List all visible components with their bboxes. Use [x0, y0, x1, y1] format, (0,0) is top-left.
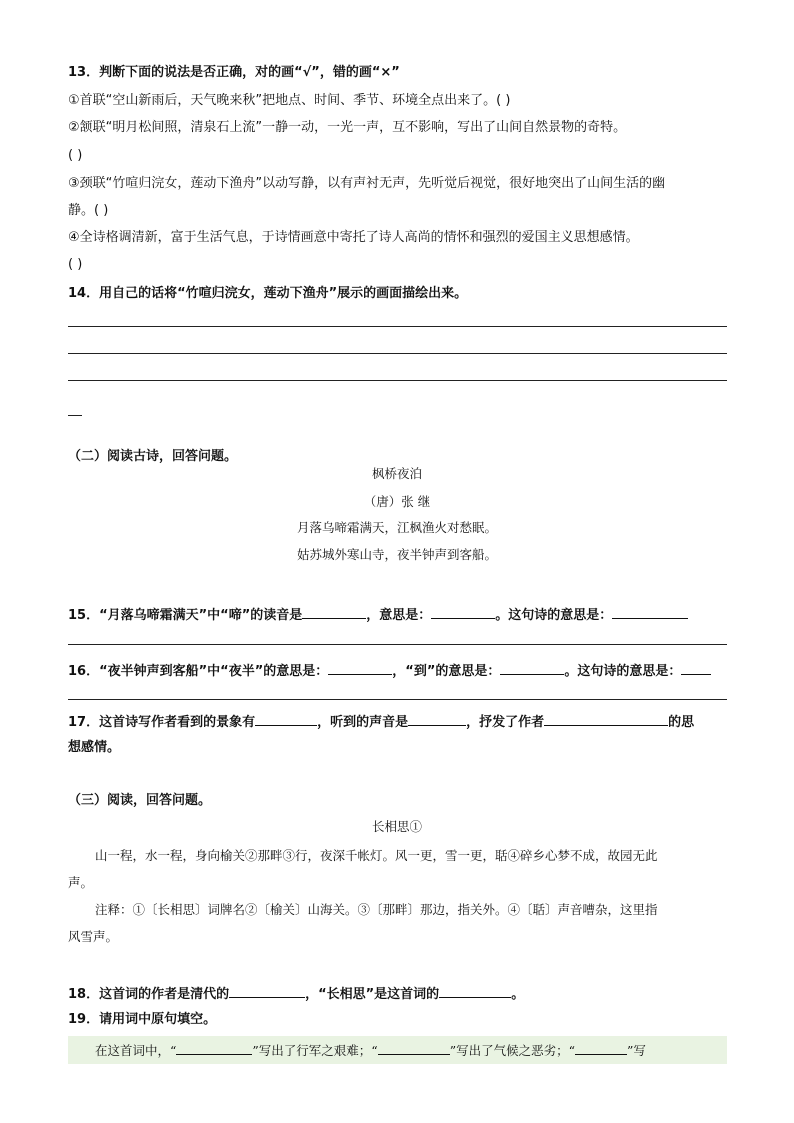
q17-blank-2[interactable]	[408, 711, 466, 726]
q19-blank-2[interactable]	[378, 1040, 450, 1055]
answer-line-3[interactable]	[68, 380, 727, 381]
section-3-heading: （三）阅读，回答问题。	[68, 793, 212, 808]
q13-statement-1: ①首联“空山新雨后，天气晚来秋”把地点、时间、季节、环境全点出来了。( )	[68, 93, 511, 108]
q14-title: 14．用自己的话将“竹喧归浣女，莲动下渔舟”展示的画面描绘出来。	[68, 286, 468, 301]
q18-blank-2[interactable]	[439, 983, 511, 998]
q16-blank-3[interactable]	[681, 660, 711, 675]
ci-text-1: 山一程，水一程，身向榆关②那畔③行，夜深千帐灯。风一更，雪一更，聒④碎乡心梦不成，故园无此	[95, 848, 658, 863]
q13-title: 13．判断下面的说法是否正确，对的画“√”，错的画“×”	[68, 65, 400, 80]
q19-title: 19．请用词中原句填空。	[68, 1012, 217, 1027]
q17-blank-1[interactable]	[255, 711, 317, 726]
poem-title: 枫桥夜泊	[371, 466, 422, 481]
q18-blank-1[interactable]	[229, 983, 305, 998]
answer-line-2[interactable]	[68, 353, 727, 354]
q13-statement-4: ④全诗格调清新，富于生活气息，于诗情画意中寄托了诗人高尚的情怀和强烈的爱国主义思想感情。	[68, 230, 639, 245]
answer-line-1[interactable]	[68, 326, 727, 327]
answer-line-stub	[68, 415, 82, 416]
ci-note-1: 注释：①〔长相思〕词牌名②〔榆关〕山海关。③〔那畔〕那边，指关外。④〔聒〕声音嘈杂，这里指	[95, 902, 658, 917]
q16-blank-1[interactable]	[328, 660, 392, 675]
ci-title: 长相思①	[371, 819, 422, 834]
q17: 17．这首诗写作者看到的景象有 ，听到的声音是 ，抒发了作者 的思	[68, 711, 694, 733]
q16-answer-line[interactable]	[68, 699, 727, 700]
q13-statement-3-cont: 静。( )	[68, 203, 109, 218]
q15-blank-1[interactable]	[302, 604, 366, 619]
poem-line-1: 月落乌啼霜满天，江枫渔火对愁眠。	[296, 520, 497, 535]
ci-text-2: 声。	[68, 875, 94, 890]
q17-cont: 想感情。	[68, 740, 121, 755]
ci-note-2: 风雪声。	[68, 929, 119, 944]
q15-answer-line[interactable]	[68, 644, 727, 645]
section-2-heading: （二）阅读古诗，回答问题。	[68, 449, 238, 464]
q18: 18．这首词的作者是清代的 ，“长相思”是这首词的 。	[68, 983, 524, 1005]
poem-author: （唐）张 继	[363, 494, 431, 509]
q17-blank-3[interactable]	[544, 711, 668, 726]
q15: 15．“月落乌啼霜满天”中“啼”的读音是 ，意思是： 。这句诗的意思是：	[68, 604, 688, 626]
q19-fill-text: 在这首词中，“ ”写出了行军之艰难；“ ”写出了气候之恶劣；“ ”写	[95, 1040, 646, 1061]
q19-blank-1[interactable]	[176, 1040, 252, 1055]
q15-blank-3[interactable]	[612, 604, 688, 619]
q13-answer-4[interactable]: ( )	[68, 257, 83, 272]
q16: 16．“夜半钟声到客船”中“夜半”的意思是： ，“到”的意思是： 。这句诗的意思是：	[68, 660, 711, 682]
q13-statement-3: ③颈联“竹喧归浣女，莲动下渔舟”以动写静，以有声衬无声，先听觉后视觉，很好地突出了山间生活的幽	[68, 176, 666, 191]
q15-blank-2[interactable]	[431, 604, 495, 619]
q13-statement-2: ②颔联“明月松间照，清泉石上流”一静一动，一光一声，互不影响，写出了山间自然景物的奇特。	[68, 120, 627, 135]
q16-blank-2[interactable]	[500, 660, 564, 675]
poem-line-2: 姑苏城外寒山寺，夜半钟声到客船。	[296, 547, 497, 562]
q13-answer-2[interactable]: ( )	[68, 148, 83, 163]
q19-blank-3[interactable]	[575, 1040, 627, 1055]
